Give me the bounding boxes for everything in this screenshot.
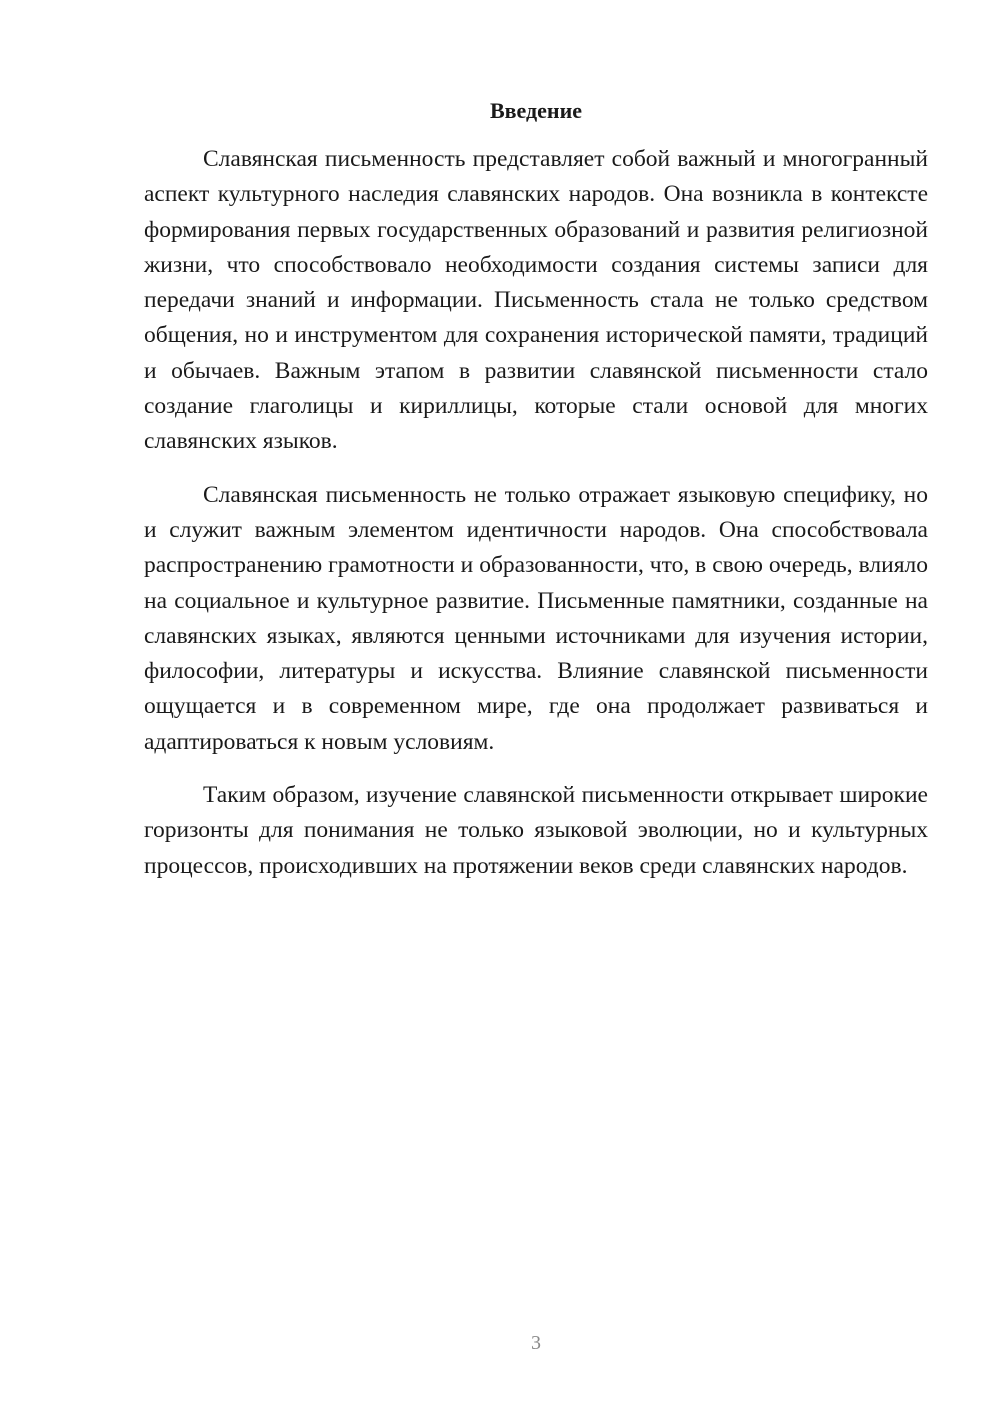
page-number: 3 [531,1332,541,1354]
section-heading: Введение [489,98,583,123]
body-text [144,142,928,884]
paragraph-1: Славянская письменность представляет собой важный и многогранный аспект культурного наследия славянских народов. Она возникла в контексте формирования первых государственных образований и развития религиозной жизни, что способствовало необходимости создания системы записи для передачи знаний и информации. Письменность стала не только средством общения, но и инструментом для сохранения исторической памяти, традиций и обычаев. Важным этапом в развитии славянской письменности стало создание глаголицы и кириллицы, которые стали основой для многих славянских языков. [144,146,928,455]
paragraph-3: Таким образом, изучение славянской письменности открывает широкие горизонты для понимания не только языковой эволюции, но и культурных процессов, происходивших на протяжении веков среди славянских народов. [144,782,928,879]
paragraph-2: Славянская письменность не только отражает языковую специфику, но и служит важным элементом идентичности народов. Она способствовала распространению грамотности и образованности, что, в свою очередь, влияло на социальное и культурное развитие. Письменные памятники, созданные на славянских языках, являются ценными источниками для изучения истории, философии, литературы и искусства. Влияние славянской письменности ощущается и в современном мире, где она продолжает развиваться и адаптироваться к новым условиям. [144,481,928,755]
